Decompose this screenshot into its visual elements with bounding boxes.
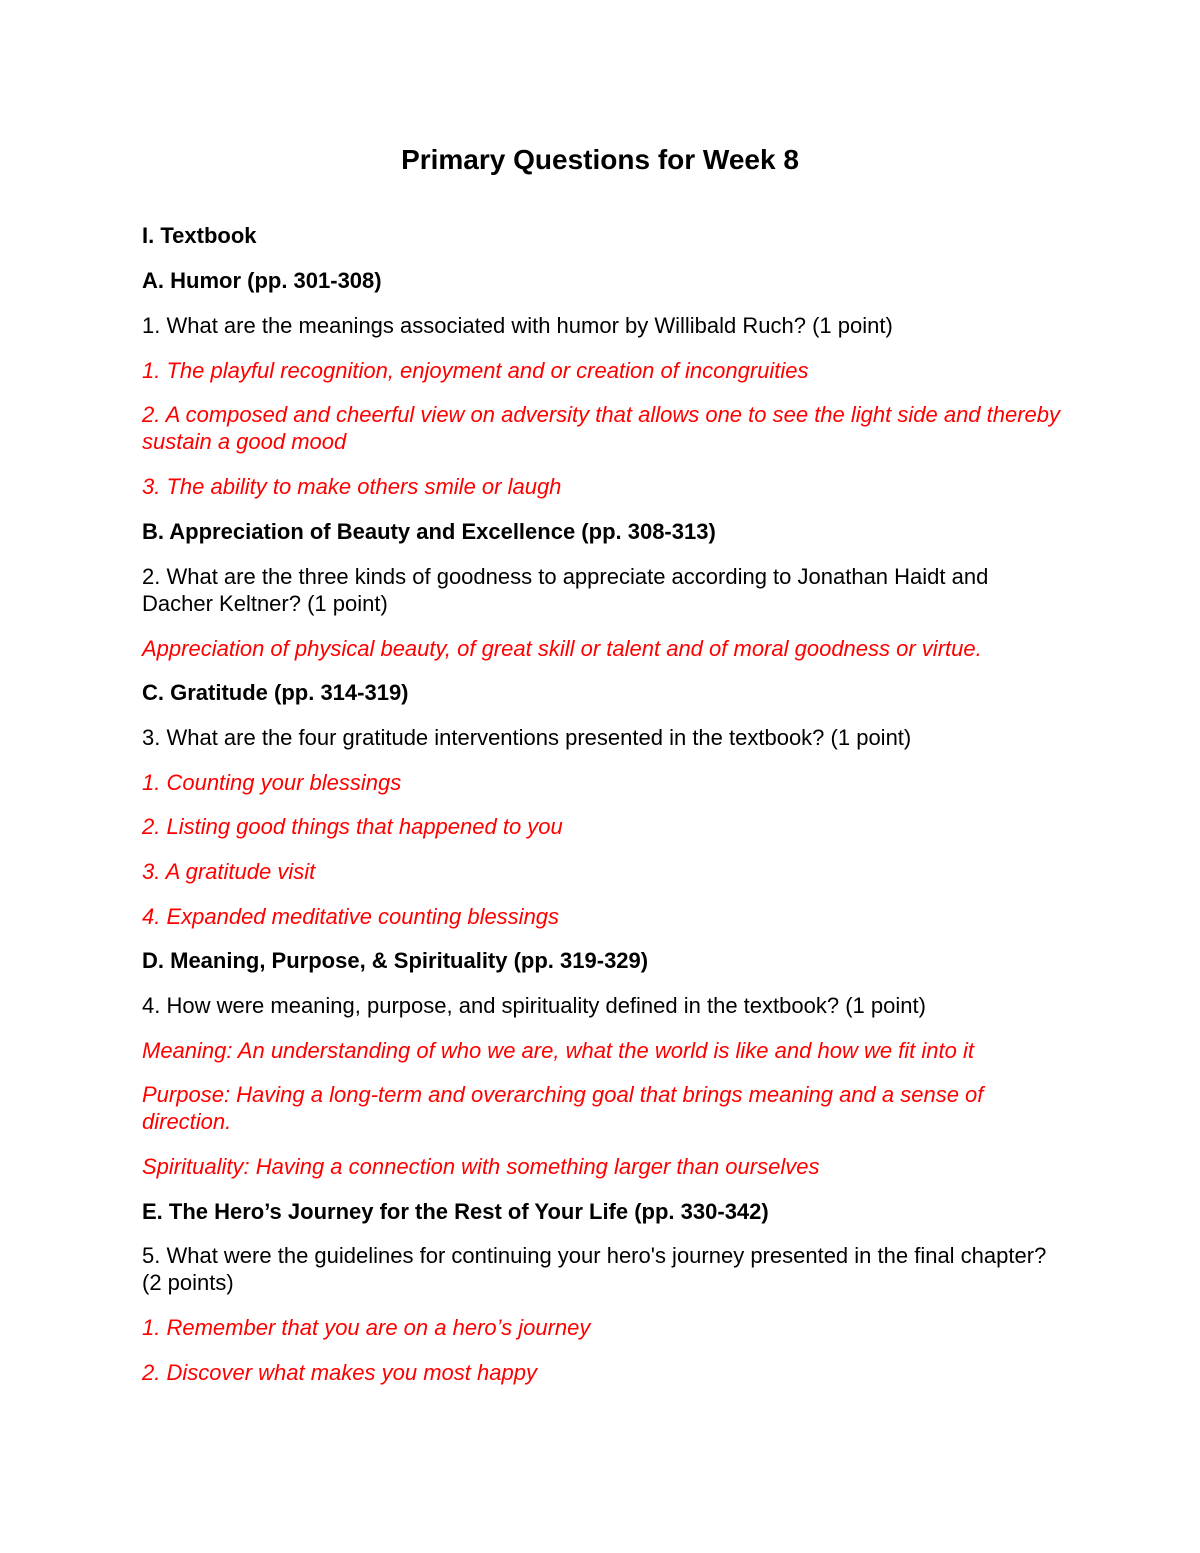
part-a-heading: A. Humor (pp. 301-308) [142,268,382,293]
part-e-answer-1: 1. Remember that you are on a hero’s journey [142,1315,591,1340]
part-e-answer-2: 2. Discover what makes you most happy [142,1360,537,1385]
part-a-answer-2: 2. A composed and cheerful view on adversity that allows one to see the light side and thereby sustain a good mood [142,402,1061,454]
part-d-question: 4. How were meaning, purpose, and spirituality defined in the textbook? (1 point) [142,993,926,1018]
part-a-question: 1. What are the meanings associated with humor by Willibald Ruch? (1 point) [142,313,893,338]
part-c-question: 3. What are the four gratitude interventions presented in the textbook? (1 point) [142,725,912,750]
part-a-answer-1: 1. The playful recognition, enjoyment and or creation of incongruities [142,358,809,383]
part-c-answer-1: 1. Counting your blessings [142,770,402,795]
part-c-heading: C. Gratitude (pp. 314-319) [142,680,409,705]
document-title: Primary Questions for Week 8 [401,144,799,175]
part-b-answer-1: Appreciation of physical beauty, of great skill or talent and of moral goodness or virtue. [142,636,982,661]
part-c-answer-3: 3. A gratitude visit [142,859,316,884]
part-b-question: 2. What are the three kinds of goodness to appreciate according to Jonathan Haidt and Dacher Keltner? (1 point) [142,564,989,616]
part-e-heading: E. The Hero’s Journey for the Rest of Your Life (pp. 330-342) [142,1199,769,1224]
part-b-heading: B. Appreciation of Beauty and Excellence (pp. 308-313) [142,519,716,544]
part-a-answer-3: 3. The ability to make others smile or laugh [142,474,562,499]
part-d-answer-purpose: Purpose: Having a long-term and overarching goal that brings meaning and a sense of direction. [142,1082,984,1134]
part-d-answer-spirituality: Spirituality: Having a connection with something larger than ourselves [142,1154,820,1179]
part-c-answer-2: 2. Listing good things that happened to you [142,814,563,839]
section-heading-textbook: I. Textbook [142,223,257,248]
part-c-answer-4: 4. Expanded meditative counting blessings [142,904,560,929]
part-d-heading: D. Meaning, Purpose, & Spirituality (pp. 319-329) [142,948,649,973]
part-e-question: 5. What were the guidelines for continuing your hero's journey presented in the final chapter? (2 points) [142,1243,1047,1295]
part-d-answer-meaning: Meaning: An understanding of who we are, what the world is like and how we fit into it [142,1038,974,1063]
